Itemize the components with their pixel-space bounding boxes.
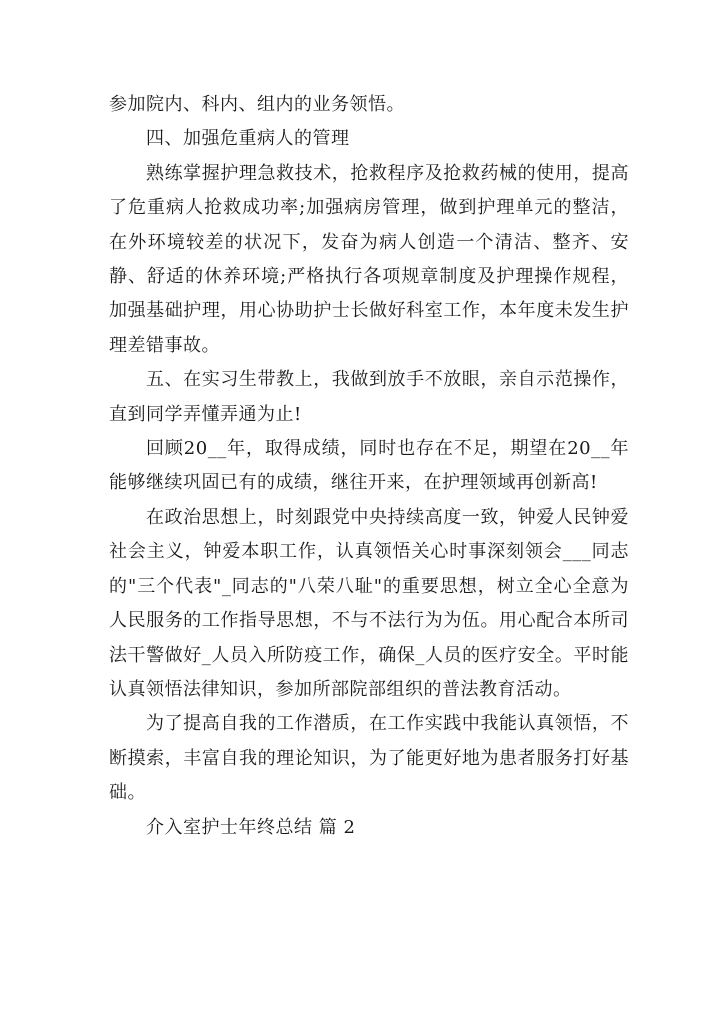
paragraph-intern-teaching: 五、在实习生带教上，我做到放手不放眼，亲自示范操作，直到同学弄懂弄通为止! bbox=[109, 369, 629, 425]
section-heading-critical-patients: 四、加强危重病人的管理 bbox=[146, 128, 350, 150]
document-body bbox=[109, 88, 629, 845]
section-title-part-2: 介入室护士年终总结 篇 2 bbox=[146, 816, 356, 838]
paragraph-emergency-skills: 熟练掌握护理急救技术，抢救程序及抢救药械的使用，提高了危重病人抢救成功率;加强病房管理，做到护理单元的整洁，在外环境较差的状况下，发奋为病人创造一个清洁、整齐、安静、舒适的休养环境;严格执行各项规章制度及护理操作规程，加强基础护理，用心协助护士长做好科室工作，本年度未发生护理差错事故。 bbox=[109, 162, 629, 356]
paragraph-self-improvement: 为了提高自我的工作潜质，在工作实践中我能认真领悟，不断摸索，丰富自我的理论知识，为了能更好地为患者服务打好基础。 bbox=[109, 713, 629, 804]
paragraph-political-thought: 在政治思想上，时刻跟党中央持续高度一致，钟爱人民钟爱社会主义，钟爱本职工作，认真领悟关心时事深刻领会___同志的"三个代表"_同志的"八荣八耻"的重要思想，树立全心全意为人民服务的工作指导思想，不与不法行为为伍。用心配合本所司法干警做好_人员入所防疫工作，确保_人员的医疗安全。平时能认真领悟法律知识，参加所部院部组织的普法教育活动。 bbox=[109, 506, 629, 700]
paragraph-continuation: 参加院内、科内、组内的业务领悟。 bbox=[109, 94, 405, 115]
paragraph-year-review: 回顾20__年，取得成绩，同时也存在不足，期望在20__年能够继续巩固已有的成绩，继往开来，在护理领域再创新高! bbox=[109, 438, 629, 494]
